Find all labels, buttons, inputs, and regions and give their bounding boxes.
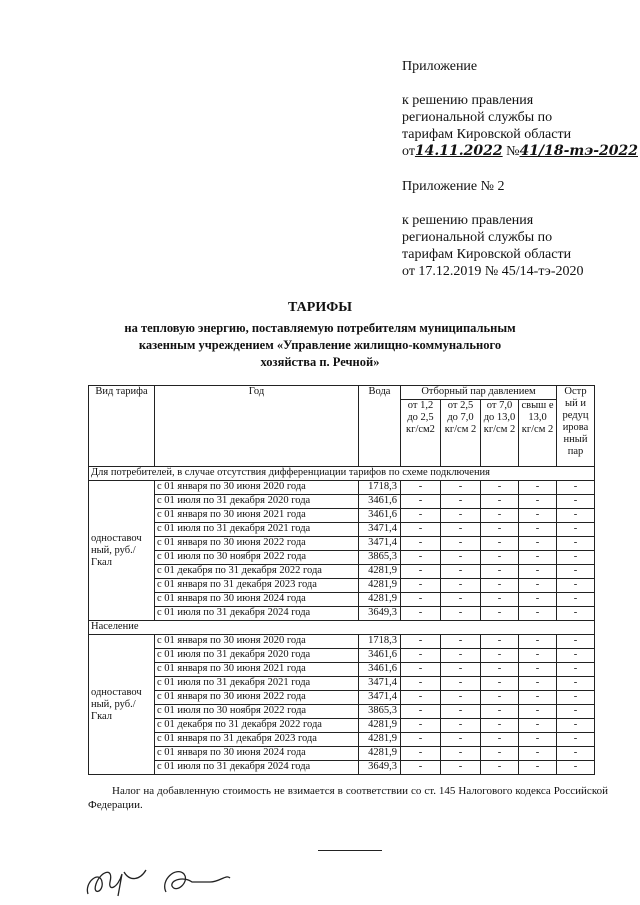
table-row	[89, 551, 595, 565]
tariff-table	[88, 385, 595, 775]
table-row	[89, 747, 595, 761]
empty-tariff-cell: -	[557, 677, 595, 691]
empty-tariff-cell: -	[519, 747, 557, 761]
empty-tariff-cell: -	[481, 691, 519, 705]
table-row	[89, 649, 595, 663]
water-value-cell: 4281,9	[359, 565, 401, 579]
empty-tariff-cell: -	[481, 747, 519, 761]
period-cell: с 01 января по 30 июня 2022 года	[155, 691, 359, 705]
table-row	[89, 719, 595, 733]
empty-tariff-cell: -	[557, 579, 595, 593]
empty-tariff-cell: -	[481, 495, 519, 509]
period-cell: с 01 июля по 31 декабря 2024 года	[155, 761, 359, 775]
section-title: Для потребителей, в случае отсутствия дифференциации тарифов по схеме подключения	[89, 467, 595, 481]
period-cell: с 01 января по 30 июня 2024 года	[155, 593, 359, 607]
tariff-type-cell: одноставоч ный, руб./Гкал	[89, 635, 155, 775]
header-line: от 17.12.2019 № 45/14-тэ-2020	[402, 264, 584, 279]
divider	[318, 850, 382, 851]
water-value-cell: 3461,6	[359, 663, 401, 677]
empty-tariff-cell: -	[401, 705, 441, 719]
table-row	[89, 663, 595, 677]
empty-tariff-cell: -	[519, 523, 557, 537]
empty-tariff-cell: -	[401, 677, 441, 691]
empty-tariff-cell: -	[401, 747, 441, 761]
empty-tariff-cell: -	[401, 481, 441, 495]
table-row	[89, 705, 595, 719]
empty-tariff-cell: -	[557, 635, 595, 649]
table-row	[89, 761, 595, 775]
empty-tariff-cell: -	[441, 481, 481, 495]
water-value-cell: 3461,6	[359, 495, 401, 509]
header-line: тарифам Кировской области	[402, 247, 572, 262]
water-value-cell: 4281,9	[359, 733, 401, 747]
period-cell: с 01 января по 30 июня 2024 года	[155, 747, 359, 761]
table-row	[89, 691, 595, 705]
empty-tariff-cell: -	[441, 649, 481, 663]
header-sharp-steam: Остр ый и редуц ирова нный пар	[557, 386, 595, 467]
empty-tariff-cell: -	[557, 733, 595, 747]
empty-tariff-cell: -	[557, 691, 595, 705]
water-value-cell: 1718,3	[359, 635, 401, 649]
empty-tariff-cell: -	[557, 719, 595, 733]
table-row	[89, 537, 595, 551]
empty-tariff-cell: -	[557, 537, 595, 551]
empty-tariff-cell: -	[557, 551, 595, 565]
date-prefix: от	[402, 144, 415, 159]
empty-tariff-cell: -	[441, 509, 481, 523]
empty-tariff-cell: -	[481, 649, 519, 663]
decision-date: 14.11.2022	[414, 143, 503, 159]
empty-tariff-cell: -	[481, 565, 519, 579]
decision-number: 41/18-тэ-2022	[519, 143, 638, 159]
empty-tariff-cell: -	[557, 593, 595, 607]
empty-tariff-cell: -	[519, 509, 557, 523]
empty-tariff-cell: -	[481, 705, 519, 719]
empty-tariff-cell: -	[441, 733, 481, 747]
empty-tariff-cell: -	[519, 635, 557, 649]
header-tariff-type: Вид тарифа	[89, 386, 155, 467]
empty-tariff-cell: -	[557, 649, 595, 663]
title-line: казенным учреждением «Управление жилищно-коммунального	[138, 338, 502, 352]
water-value-cell: 1718,3	[359, 481, 401, 495]
header-steam: Отборный пар давлением	[401, 386, 557, 400]
header-year: Год	[155, 386, 359, 467]
water-value-cell: 3471,4	[359, 537, 401, 551]
empty-tariff-cell: -	[557, 495, 595, 509]
empty-tariff-cell: -	[481, 663, 519, 677]
empty-tariff-cell: -	[441, 691, 481, 705]
water-value-cell: 3471,4	[359, 677, 401, 691]
empty-tariff-cell: -	[557, 481, 595, 495]
empty-tariff-cell: -	[481, 593, 519, 607]
empty-tariff-cell: -	[519, 537, 557, 551]
empty-tariff-cell: -	[481, 733, 519, 747]
section-title: Население	[89, 621, 595, 635]
empty-tariff-cell: -	[519, 761, 557, 775]
table-row	[89, 481, 595, 495]
table-row	[89, 523, 595, 537]
empty-tariff-cell: -	[481, 607, 519, 621]
period-cell: с 01 января по 30 июня 2020 года	[155, 635, 359, 649]
empty-tariff-cell: -	[519, 649, 557, 663]
empty-tariff-cell: -	[519, 705, 557, 719]
empty-tariff-cell: -	[519, 719, 557, 733]
appendix-label: Приложение	[402, 59, 478, 74]
empty-tariff-cell: -	[441, 635, 481, 649]
water-value-cell: 3471,4	[359, 691, 401, 705]
table-row	[89, 565, 595, 579]
table-row	[89, 579, 595, 593]
empty-tariff-cell: -	[401, 761, 441, 775]
period-cell: с 01 декабря по 31 декабря 2022 года	[155, 719, 359, 733]
empty-tariff-cell: -	[441, 523, 481, 537]
water-value-cell: 3471,4	[359, 523, 401, 537]
table-row	[89, 607, 595, 621]
empty-tariff-cell: -	[519, 593, 557, 607]
section-row	[89, 621, 595, 635]
water-value-cell: 4281,9	[359, 579, 401, 593]
table-row	[89, 677, 595, 691]
period-cell: с 01 января по 31 декабря 2023 года	[155, 579, 359, 593]
empty-tariff-cell: -	[441, 761, 481, 775]
empty-tariff-cell: -	[401, 565, 441, 579]
header-line: к решению правления	[402, 93, 534, 108]
water-value-cell: 3649,3	[359, 607, 401, 621]
empty-tariff-cell: -	[401, 495, 441, 509]
header-line: региональной службы по	[402, 230, 553, 245]
header-line: региональной службы по	[402, 110, 553, 125]
empty-tariff-cell: -	[441, 551, 481, 565]
table-row	[89, 593, 595, 607]
empty-tariff-cell: -	[557, 509, 595, 523]
empty-tariff-cell: -	[557, 565, 595, 579]
empty-tariff-cell: -	[519, 733, 557, 747]
empty-tariff-cell: -	[401, 593, 441, 607]
period-cell: с 01 июля по 31 декабря 2021 года	[155, 523, 359, 537]
empty-tariff-cell: -	[557, 761, 595, 775]
empty-tariff-cell: -	[481, 551, 519, 565]
empty-tariff-cell: -	[519, 677, 557, 691]
empty-tariff-cell: -	[441, 495, 481, 509]
header-steam-col: от 7,0 до 13,0 кг/см 2	[481, 400, 519, 467]
water-value-cell: 3865,3	[359, 705, 401, 719]
approval-header	[402, 58, 638, 160]
period-cell: с 01 января по 30 июня 2022 года	[155, 537, 359, 551]
empty-tariff-cell: -	[481, 677, 519, 691]
empty-tariff-cell: -	[481, 509, 519, 523]
header-line: к решению правления	[402, 213, 534, 228]
empty-tariff-cell: -	[481, 635, 519, 649]
title-line: на тепловую энергию, поставляемую потребителям муниципальным	[124, 321, 516, 335]
empty-tariff-cell: -	[401, 719, 441, 733]
period-cell: с 01 июля по 31 декабря 2024 года	[155, 607, 359, 621]
empty-tariff-cell: -	[441, 705, 481, 719]
table-row	[89, 509, 595, 523]
table-body	[89, 467, 595, 775]
empty-tariff-cell: -	[557, 705, 595, 719]
period-cell: с 01 июля по 30 ноября 2022 года	[155, 551, 359, 565]
vat-note: Налог на добавленную стоимость не взимается в соответствии со ст. 145 Налогового кодекса Российской Федерации.	[88, 785, 608, 811]
empty-tariff-cell: -	[519, 565, 557, 579]
empty-tariff-cell: -	[481, 761, 519, 775]
empty-tariff-cell: -	[481, 481, 519, 495]
table-row	[89, 733, 595, 747]
empty-tariff-cell: -	[401, 579, 441, 593]
empty-tariff-cell: -	[519, 691, 557, 705]
period-cell: с 01 января по 31 декабря 2023 года	[155, 733, 359, 747]
signature	[80, 852, 260, 902]
empty-tariff-cell: -	[441, 677, 481, 691]
empty-tariff-cell: -	[401, 537, 441, 551]
water-value-cell: 4281,9	[359, 747, 401, 761]
empty-tariff-cell: -	[481, 719, 519, 733]
empty-tariff-cell: -	[519, 481, 557, 495]
empty-tariff-cell: -	[441, 719, 481, 733]
section-row	[89, 467, 595, 481]
decision-reference	[402, 143, 638, 160]
header-water: Вода	[359, 386, 401, 467]
empty-tariff-cell: -	[401, 663, 441, 677]
period-cell: с 01 июля по 31 декабря 2021 года	[155, 677, 359, 691]
empty-tariff-cell: -	[557, 607, 595, 621]
number-prefix: №	[506, 144, 520, 159]
header-steam-col: свыш е 13,0 кг/см 2	[519, 400, 557, 467]
empty-tariff-cell: -	[557, 663, 595, 677]
table-row	[89, 495, 595, 509]
water-value-cell: 3461,6	[359, 509, 401, 523]
appendix-label: Приложение № 2	[402, 179, 505, 194]
water-value-cell: 3649,3	[359, 761, 401, 775]
empty-tariff-cell: -	[441, 607, 481, 621]
empty-tariff-cell: -	[557, 523, 595, 537]
table-row	[89, 635, 595, 649]
empty-tariff-cell: -	[441, 537, 481, 551]
period-cell: с 01 июля по 31 декабря 2020 года	[155, 495, 359, 509]
water-value-cell: 3461,6	[359, 649, 401, 663]
empty-tariff-cell: -	[481, 579, 519, 593]
empty-tariff-cell: -	[441, 565, 481, 579]
period-cell: с 01 января по 30 июня 2021 года	[155, 663, 359, 677]
empty-tariff-cell: -	[557, 747, 595, 761]
empty-tariff-cell: -	[481, 523, 519, 537]
period-cell: с 01 января по 30 июня 2020 года	[155, 481, 359, 495]
empty-tariff-cell: -	[519, 495, 557, 509]
empty-tariff-cell: -	[441, 579, 481, 593]
title-line: хозяйства п. Речной»	[260, 355, 380, 369]
header-steam-col: от 1,2 до 2,5 кг/см2	[401, 400, 441, 467]
appendix-2-header	[402, 178, 583, 280]
water-value-cell: 4281,9	[359, 593, 401, 607]
period-cell: с 01 июля по 31 декабря 2020 года	[155, 649, 359, 663]
empty-tariff-cell: -	[519, 607, 557, 621]
empty-tariff-cell: -	[401, 635, 441, 649]
tariff-type-cell: одноставоч ный, руб./Гкал	[89, 481, 155, 621]
document-title: ТАРИФЫ	[288, 300, 352, 315]
header-line: тарифам Кировской области	[402, 127, 572, 142]
period-cell: с 01 декабря по 31 декабря 2022 года	[155, 565, 359, 579]
period-cell: с 01 июля по 30 ноября 2022 года	[155, 705, 359, 719]
water-value-cell: 3865,3	[359, 551, 401, 565]
empty-tariff-cell: -	[401, 649, 441, 663]
empty-tariff-cell: -	[519, 551, 557, 565]
empty-tariff-cell: -	[401, 607, 441, 621]
empty-tariff-cell: -	[441, 747, 481, 761]
empty-tariff-cell: -	[401, 551, 441, 565]
empty-tariff-cell: -	[401, 691, 441, 705]
period-cell: с 01 января по 30 июня 2021 года	[155, 509, 359, 523]
empty-tariff-cell: -	[441, 663, 481, 677]
water-value-cell: 4281,9	[359, 719, 401, 733]
empty-tariff-cell: -	[441, 593, 481, 607]
empty-tariff-cell: -	[519, 663, 557, 677]
header-steam-col: от 2,5 до 7,0 кг/см 2	[441, 400, 481, 467]
empty-tariff-cell: -	[401, 509, 441, 523]
empty-tariff-cell: -	[401, 733, 441, 747]
empty-tariff-cell: -	[481, 537, 519, 551]
empty-tariff-cell: -	[519, 579, 557, 593]
empty-tariff-cell: -	[401, 523, 441, 537]
